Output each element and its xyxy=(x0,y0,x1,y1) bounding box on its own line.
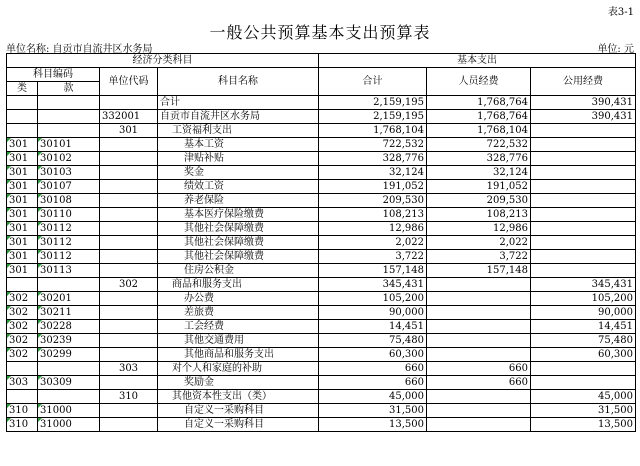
cell-kuan xyxy=(38,390,100,404)
table-row xyxy=(7,418,636,432)
cell-subject-name: 住房公积金 xyxy=(158,264,319,278)
cell-kuan: 30108 xyxy=(38,194,100,208)
cell-unit-code xyxy=(100,222,158,236)
cell-personnel: 1,768,764 xyxy=(427,110,531,124)
cell-personnel xyxy=(427,334,531,348)
header-kuan: 款 xyxy=(38,82,100,96)
cell-personnel: 108,213 xyxy=(427,208,531,222)
header-total: 合计 xyxy=(319,68,427,96)
cell-unit-code xyxy=(100,348,158,362)
table-row xyxy=(7,306,636,320)
cell-lei: 301 xyxy=(7,264,38,278)
cell-kuan: 30113 xyxy=(38,264,100,278)
cell-subject-name: 其他社会保障缴费 xyxy=(158,250,319,264)
cell-personnel xyxy=(427,418,531,432)
table-row xyxy=(7,278,636,292)
table-row xyxy=(7,236,636,250)
cell-lei: 301 xyxy=(7,250,38,264)
cell-lei: 302 xyxy=(7,306,38,320)
cell-personnel: 722,532 xyxy=(427,138,531,152)
cell-subject-name: 其他商品和服务支出 xyxy=(158,348,319,362)
cell-total: 1,768,104 xyxy=(319,124,427,138)
cell-total: 157,148 xyxy=(319,264,427,278)
cell-subject-name: 差旅费 xyxy=(158,306,319,320)
cell-total: 60,300 xyxy=(319,348,427,362)
cell-kuan: 30101 xyxy=(38,138,100,152)
cell-total: 209,530 xyxy=(319,194,427,208)
cell-total: 3,722 xyxy=(319,250,427,264)
cell-unit-code xyxy=(100,376,158,390)
cell-kuan xyxy=(38,362,100,376)
cell-personnel: 3,722 xyxy=(427,250,531,264)
cell-kuan xyxy=(38,278,100,292)
cell-kuan: 30112 xyxy=(38,236,100,250)
table-row xyxy=(7,376,636,390)
cell-public xyxy=(531,208,636,222)
cell-subject-name: 奖金 xyxy=(158,166,319,180)
cell-public: 45,000 xyxy=(531,390,636,404)
cell-total: 2,159,195 xyxy=(319,110,427,124)
cell-subject-name: 其他社会保障缴费 xyxy=(158,236,319,250)
cell-lei xyxy=(7,110,38,124)
cell-subject-name: 对个人和家庭的补助 xyxy=(158,362,319,376)
table-row xyxy=(7,208,636,222)
cell-total: 660 xyxy=(319,376,427,390)
cell-kuan: 30309 xyxy=(38,376,100,390)
cell-total: 14,451 xyxy=(319,320,427,334)
header-basic-expense: 基本支出 xyxy=(319,54,636,68)
unit-name: 单位名称: 自贡市自流井区水务局 xyxy=(6,44,153,55)
cell-total: 12,986 xyxy=(319,222,427,236)
cell-public: 60,300 xyxy=(531,348,636,362)
cell-public: 31,500 xyxy=(531,404,636,418)
cell-public: 345,431 xyxy=(531,278,636,292)
currency-unit: 单位: 元 xyxy=(597,44,634,55)
cell-lei: 310 xyxy=(7,404,38,418)
cell-subject-name: 基本医疗保险缴费 xyxy=(158,208,319,222)
cell-total: 2,159,195 xyxy=(319,96,427,110)
cell-lei: 301 xyxy=(7,152,38,166)
cell-lei xyxy=(7,278,38,292)
header-subject-code: 科目编码 xyxy=(7,68,100,82)
table-row xyxy=(7,250,636,264)
cell-lei: 301 xyxy=(7,166,38,180)
cell-kuan: 31000 xyxy=(38,404,100,418)
cell-personnel xyxy=(427,404,531,418)
cell-personnel: 157,148 xyxy=(427,264,531,278)
cell-unit-code: 332001 xyxy=(100,110,158,124)
cell-lei: 302 xyxy=(7,348,38,362)
cell-kuan: 30103 xyxy=(38,166,100,180)
cell-subject-name: 绩效工资 xyxy=(158,180,319,194)
cell-public xyxy=(531,362,636,376)
cell-personnel: 32,124 xyxy=(427,166,531,180)
cell-public: 90,000 xyxy=(531,306,636,320)
table-row xyxy=(7,320,636,334)
table-row xyxy=(7,334,636,348)
cell-personnel: 191,052 xyxy=(427,180,531,194)
cell-kuan: 30299 xyxy=(38,348,100,362)
cell-unit-code xyxy=(100,306,158,320)
header-public: 公用经费 xyxy=(531,68,636,96)
cell-lei: 302 xyxy=(7,320,38,334)
table-row xyxy=(7,138,636,152)
table-row xyxy=(7,152,636,166)
cell-unit-code xyxy=(100,418,158,432)
cell-personnel xyxy=(427,348,531,362)
cell-total: 32,124 xyxy=(319,166,427,180)
cell-total: 75,480 xyxy=(319,334,427,348)
cell-kuan: 30211 xyxy=(38,306,100,320)
cell-subject-name: 办公费 xyxy=(158,292,319,306)
cell-subject-name: 合计 xyxy=(158,96,319,110)
cell-lei xyxy=(7,390,38,404)
cell-lei: 301 xyxy=(7,138,38,152)
cell-unit-code: 303 xyxy=(100,362,158,376)
table-row xyxy=(7,180,636,194)
cell-kuan xyxy=(38,110,100,124)
table-row xyxy=(7,166,636,180)
cell-public: 390,431 xyxy=(531,96,636,110)
cell-public: 75,480 xyxy=(531,334,636,348)
cell-personnel: 328,776 xyxy=(427,152,531,166)
cell-subject-name: 其他资本性支出（类） xyxy=(158,390,319,404)
cell-unit-code: 301 xyxy=(100,124,158,138)
cell-public: 14,451 xyxy=(531,320,636,334)
header-unit-code: 单位代码 xyxy=(100,68,158,96)
cell-kuan: 30102 xyxy=(38,152,100,166)
cell-subject-name: 自贡市自流井区水务局 xyxy=(158,110,319,124)
cell-total: 45,000 xyxy=(319,390,427,404)
table-row xyxy=(7,110,636,124)
cell-total: 2,022 xyxy=(319,236,427,250)
cell-public xyxy=(531,180,636,194)
cell-unit-code: 302 xyxy=(100,278,158,292)
cell-subject-name: 工资福利支出 xyxy=(158,124,319,138)
cell-subject-name: 基本工资 xyxy=(158,138,319,152)
table-row xyxy=(7,194,636,208)
cell-personnel: 2,022 xyxy=(427,236,531,250)
cell-kuan xyxy=(38,124,100,138)
cell-lei: 301 xyxy=(7,180,38,194)
table-row xyxy=(7,404,636,418)
cell-unit-code xyxy=(100,194,158,208)
cell-kuan: 30228 xyxy=(38,320,100,334)
cell-personnel: 660 xyxy=(427,362,531,376)
cell-personnel xyxy=(427,390,531,404)
cell-public xyxy=(531,152,636,166)
cell-subject-name: 奖励金 xyxy=(158,376,319,390)
cell-total: 105,200 xyxy=(319,292,427,306)
header-econ-class: 经济分类科目 xyxy=(7,54,319,68)
cell-unit-code xyxy=(100,292,158,306)
table-row xyxy=(7,264,636,278)
cell-public xyxy=(531,236,636,250)
cell-personnel xyxy=(427,320,531,334)
cell-personnel: 209,530 xyxy=(427,194,531,208)
header-personnel: 人员经费 xyxy=(427,68,531,96)
cell-public xyxy=(531,138,636,152)
cell-subject-name: 养老保险 xyxy=(158,194,319,208)
cell-personnel xyxy=(427,306,531,320)
cell-subject-name: 其他交通费用 xyxy=(158,334,319,348)
header-subject-name: 科目名称 xyxy=(158,68,319,96)
cell-personnel: 660 xyxy=(427,376,531,390)
cell-lei: 302 xyxy=(7,292,38,306)
cell-unit-code xyxy=(100,404,158,418)
cell-public: 13,500 xyxy=(531,418,636,432)
cell-total: 722,532 xyxy=(319,138,427,152)
table-row xyxy=(7,362,636,376)
cell-total: 191,052 xyxy=(319,180,427,194)
cell-personnel: 1,768,764 xyxy=(427,96,531,110)
cell-lei xyxy=(7,96,38,110)
page-title: 一般公共预算基本支出预算表 xyxy=(209,23,431,42)
cell-total: 328,776 xyxy=(319,152,427,166)
cell-personnel: 12,986 xyxy=(427,222,531,236)
cell-unit-code xyxy=(100,138,158,152)
cell-unit-code xyxy=(100,208,158,222)
table-row xyxy=(7,96,636,110)
cell-kuan xyxy=(38,96,100,110)
table-row xyxy=(7,292,636,306)
cell-public xyxy=(531,222,636,236)
cell-public xyxy=(531,194,636,208)
cell-public xyxy=(531,124,636,138)
table-row xyxy=(7,124,636,138)
cell-unit-code xyxy=(100,236,158,250)
cell-total: 13,500 xyxy=(319,418,427,432)
table-row xyxy=(7,390,636,404)
cell-kuan: 30239 xyxy=(38,334,100,348)
budget-table xyxy=(6,53,636,432)
cell-unit-code: 310 xyxy=(100,390,158,404)
table-number: 表3-1 xyxy=(607,7,634,18)
cell-subject-name: 自定义一采购科目 xyxy=(158,404,319,418)
cell-public xyxy=(531,166,636,180)
header-lei: 类 xyxy=(7,82,38,96)
cell-personnel xyxy=(427,292,531,306)
cell-public xyxy=(531,376,636,390)
cell-lei xyxy=(7,362,38,376)
cell-public: 390,431 xyxy=(531,110,636,124)
cell-total: 90,000 xyxy=(319,306,427,320)
cell-kuan: 30110 xyxy=(38,208,100,222)
cell-public xyxy=(531,250,636,264)
cell-unit-code xyxy=(100,166,158,180)
table-row xyxy=(7,222,636,236)
cell-lei xyxy=(7,124,38,138)
cell-lei: 301 xyxy=(7,236,38,250)
cell-total: 345,431 xyxy=(319,278,427,292)
cell-lei: 303 xyxy=(7,376,38,390)
cell-unit-code xyxy=(100,264,158,278)
cell-subject-name: 津贴补贴 xyxy=(158,152,319,166)
cell-lei: 310 xyxy=(7,418,38,432)
cell-kuan: 30201 xyxy=(38,292,100,306)
cell-kuan: 30112 xyxy=(38,250,100,264)
cell-kuan: 30107 xyxy=(38,180,100,194)
cell-public: 105,200 xyxy=(531,292,636,306)
cell-personnel: 1,768,104 xyxy=(427,124,531,138)
cell-subject-name: 商品和服务支出 xyxy=(158,278,319,292)
cell-total: 108,213 xyxy=(319,208,427,222)
cell-personnel xyxy=(427,278,531,292)
cell-subject-name: 工会经费 xyxy=(158,320,319,334)
cell-total: 660 xyxy=(319,362,427,376)
cell-lei: 301 xyxy=(7,222,38,236)
cell-unit-code xyxy=(100,180,158,194)
cell-subject-name: 其他社会保障缴费 xyxy=(158,222,319,236)
cell-lei: 302 xyxy=(7,334,38,348)
cell-lei: 301 xyxy=(7,194,38,208)
cell-public xyxy=(531,264,636,278)
cell-kuan: 31000 xyxy=(38,418,100,432)
cell-total: 31,500 xyxy=(319,404,427,418)
cell-subject-name: 自定义一采购科目 xyxy=(158,418,319,432)
cell-unit-code xyxy=(100,320,158,334)
cell-kuan: 30112 xyxy=(38,222,100,236)
table-row xyxy=(7,348,636,362)
cell-unit-code xyxy=(100,250,158,264)
cell-unit-code xyxy=(100,334,158,348)
cell-unit-code xyxy=(100,152,158,166)
cell-lei: 301 xyxy=(7,208,38,222)
cell-unit-code xyxy=(100,96,158,110)
